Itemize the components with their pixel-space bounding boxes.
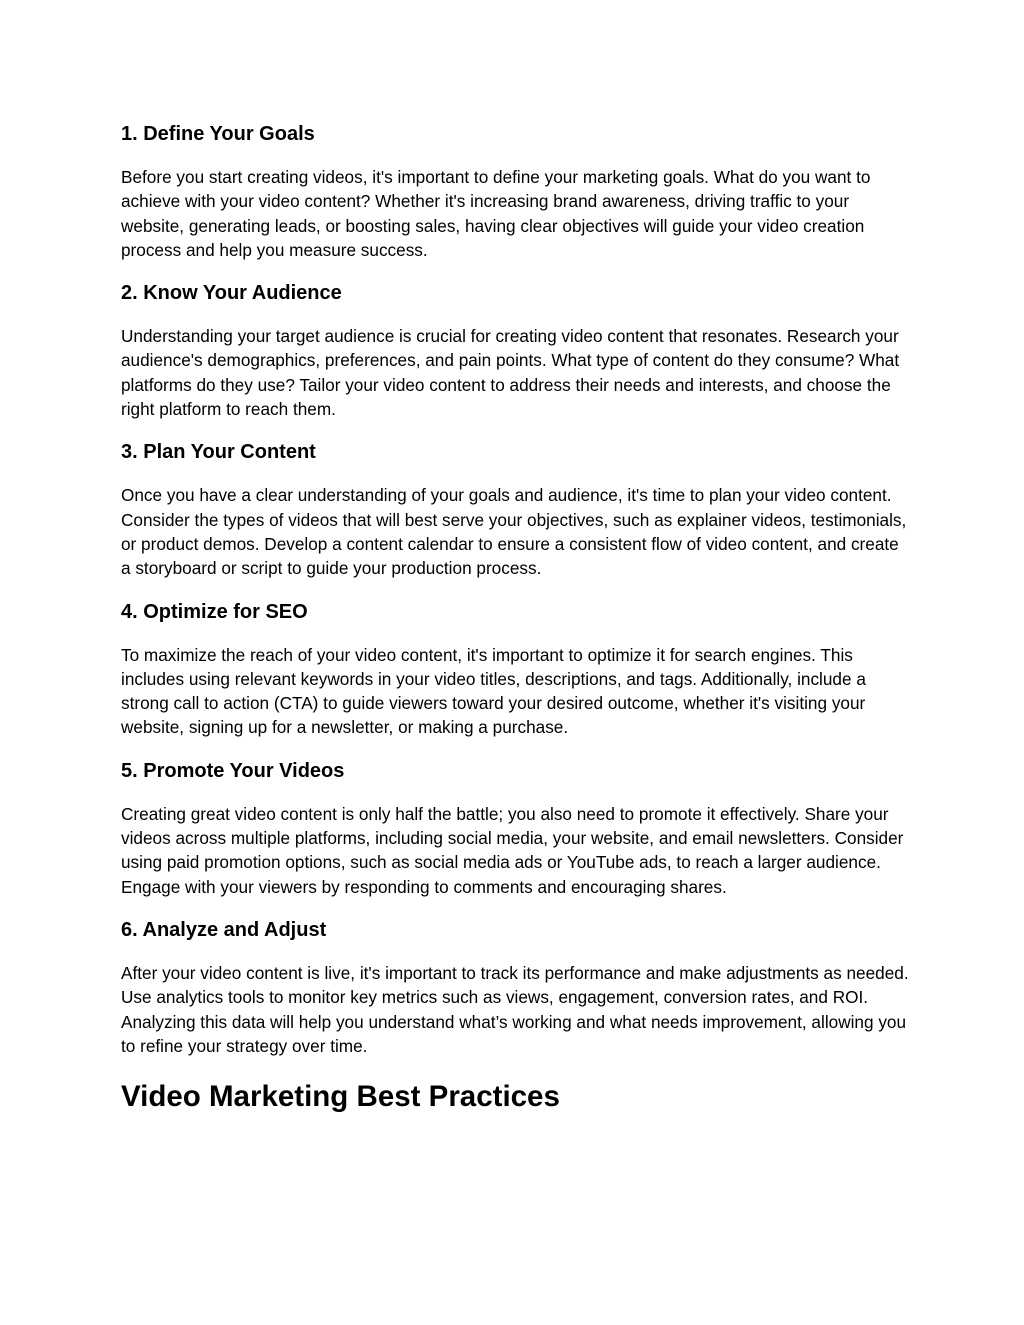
section-paragraph: Creating great video content is only half the battle; you also need to promote it effectively. Share your videos across multiple platforms, including social media, your website, and email newsletters. Consider using paid promotion options, such as social media ads or YouTube ads, to reach a larger audience. Engage with your viewers by responding to comments and encouraging shares. (121, 803, 904, 897)
section-paragraph: To maximize the reach of your video content, it's important to optimize it for search engines. This includes using relevant keywords in your video titles, descriptions, and tags. Additionally, include a strong call to action (CTA) to guide viewers toward your desired outcome, whether it's visiting your website, signing up for a newsletter, or making a purchase. (121, 644, 866, 738)
section-heading: 1. Define Your Goals (121, 123, 315, 145)
section-paragraph: Once you have a clear understanding of your goals and audience, it's time to plan your video content. Consider the types of videos that will best serve your objectives, such as explainer videos, testimonials, or product demos. Develop a content calendar to ensure a consistent flow of video content, and create a storyboard or script to guide your production process. (121, 485, 907, 579)
best-practices-heading: Video Marketing Best Practices (121, 1080, 560, 1114)
section-plan-content (121, 436, 907, 580)
section-define-goals (121, 118, 904, 262)
section-optimize-seo (121, 596, 904, 740)
section-analyze-adjust (121, 914, 909, 1058)
section-paragraph: After your video content is live, it's important to track its performance and make adjustments as needed. Use analytics tools to monitor key metrics such as views, engagement, conversion rates, and ROI. Analyzing this data will help you understand what’s working and what needs improvement, allowing you to refine your strategy over time. (121, 962, 909, 1056)
section-heading: 2. Know Your Audience (121, 282, 342, 305)
section-know-audience (121, 277, 904, 421)
section-heading: 5. Promote Your Videos (121, 759, 345, 782)
section-heading: 6. Analyze and Adjust (121, 918, 327, 941)
section-promote-videos (121, 755, 904, 899)
section-paragraph: Before you start creating videos, it's important to define your marketing goals. What do you want to achieve with your video content? Whether it's increasing brand awareness, driving traffic to your website, generating leads, or boosting sales, having clear objectives will guide your video creation process and help you measure success. (121, 167, 871, 260)
section-heading: 4. Optimize for SEO (121, 600, 308, 623)
section-heading: 3. Plan Your Content (121, 441, 316, 464)
section-paragraph: Understanding your target audience is crucial for creating video content that resonates. Research your audience's demographics, preferences, and pain points. What type of content do they consume? What platforms do they use? Tailor your video content to address their needs and interests, and choose the right platform to reach them. (121, 326, 900, 420)
